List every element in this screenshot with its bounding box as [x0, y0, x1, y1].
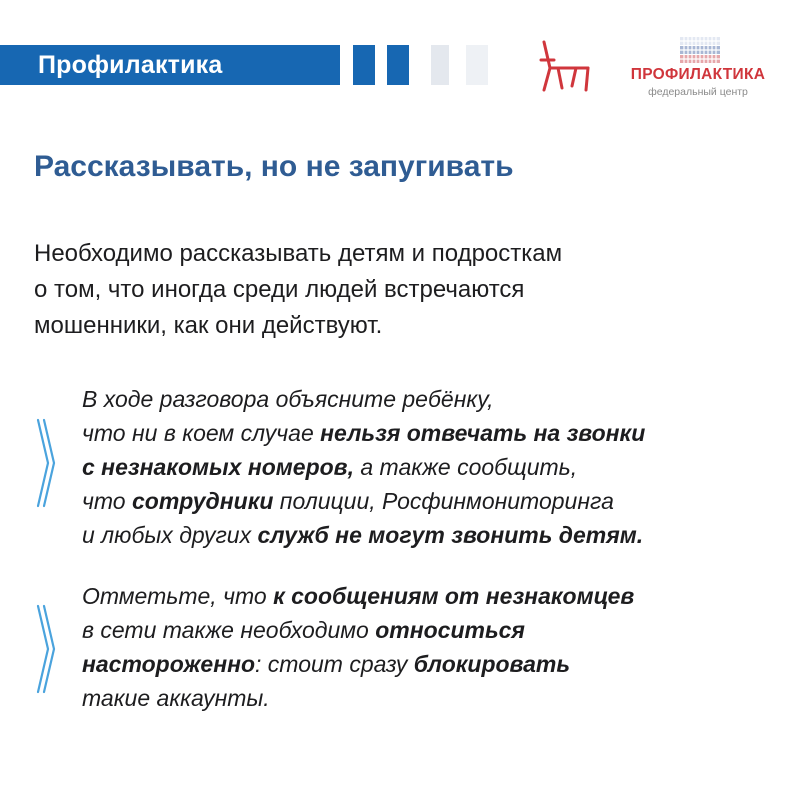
- advice-line: [82, 484, 782, 518]
- stripe-block-3: [431, 45, 449, 85]
- emphasis: блокировать: [413, 651, 571, 677]
- intro-paragraph: [34, 236, 764, 344]
- text-span: в сети также необходимо: [82, 617, 376, 643]
- text-span: Отметьте, что: [82, 583, 274, 609]
- emphasis: к сообщениям от незнакомцев: [273, 583, 635, 609]
- chevron-right-icon: [36, 418, 56, 508]
- intro-line: Необходимо рассказывать детям и подросткам: [34, 240, 563, 267]
- emphasis: сотрудники: [132, 488, 274, 514]
- emphasis: нельзя отвечать на звонки: [320, 420, 646, 446]
- advice-line: [82, 382, 782, 416]
- emphasis: служб не могут звонить детям.: [257, 522, 644, 548]
- chair-logo-icon: [536, 40, 594, 92]
- intro-line: мошенники, как они действуют.: [34, 312, 383, 339]
- text-span: В ходе разговора объясните ребёнку,: [82, 386, 494, 412]
- advice-line: [82, 613, 782, 647]
- text-span: : стоит сразу: [255, 651, 414, 677]
- banner-title: Профилактика: [38, 51, 223, 79]
- chevron-right-icon: [36, 604, 56, 694]
- grid-logo-icon: [680, 37, 720, 63]
- emphasis: относиться: [375, 617, 525, 643]
- text-span: и любых других: [82, 522, 258, 548]
- text-span: такие аккаунты.: [82, 685, 270, 711]
- advice-line: [82, 647, 782, 681]
- advice-line: [82, 450, 782, 484]
- emphasis: настороженно: [82, 651, 256, 677]
- advice-line: [82, 518, 782, 552]
- text-span: а также сообщить,: [353, 454, 578, 480]
- advice-line: [82, 579, 782, 613]
- text-span: полиции, Росфинмониторинга: [273, 488, 614, 514]
- page-heading: Рассказывать, но не запугивать: [34, 150, 514, 183]
- logo-subtitle: федеральный центр: [648, 86, 748, 98]
- stripe-block-2: [387, 45, 409, 85]
- text-span: что: [82, 488, 132, 514]
- advice-line: [82, 416, 782, 450]
- stripe-block-1: [353, 45, 375, 85]
- logo-name: ПРОФИЛАКТИКА: [630, 66, 766, 83]
- emphasis: с незнакомых номеров,: [82, 454, 354, 480]
- header-banner: [0, 45, 340, 85]
- advice-block-messages: [82, 579, 782, 715]
- intro-line: о том, что иногда среди людей встречаются: [34, 276, 525, 303]
- text-span: что ни в коем случае: [82, 420, 321, 446]
- advice-line: [82, 681, 782, 715]
- stripe-block-4: [466, 45, 488, 85]
- advice-block-calls: [82, 382, 782, 552]
